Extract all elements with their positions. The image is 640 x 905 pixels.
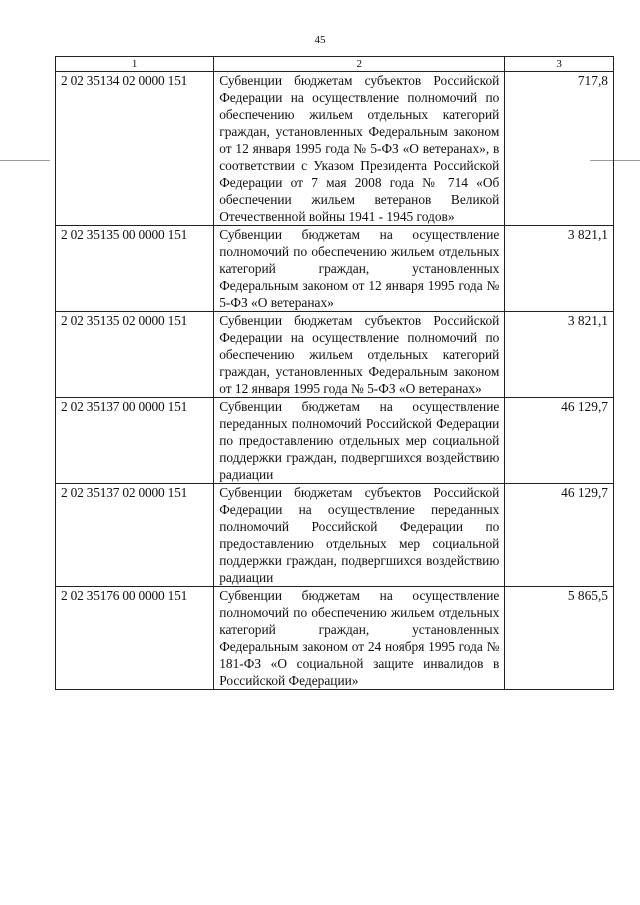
table-row xyxy=(56,72,614,226)
table-row xyxy=(56,484,614,587)
header-row xyxy=(56,57,614,72)
table-row xyxy=(56,587,614,690)
budget-code: 2 02 35137 00 0000 151 xyxy=(56,398,214,484)
budget-code: 2 02 35135 02 0000 151 xyxy=(56,312,214,398)
budget-item-name: Субвенции бюджетам субъектов Российской Федерации на осуществление переданных полномочий Российской Федерации по предоставлению отдельных мер социальной поддержки граждан, подвергшихся воздействию радиации xyxy=(214,484,505,587)
budget-amount: 717,8 xyxy=(505,72,614,226)
budget-amount: 3 821,1 xyxy=(505,312,614,398)
budget-item-name: Субвенции бюджетам на осуществление полномочий по обеспечению жильем отдельных категорий граждан, установленных Федеральным законом от 24 ноября 1995 года № 181-ФЗ «О социальной защите инвалидов в Российской Федерации» xyxy=(214,587,505,690)
budget-code: 2 02 35134 02 0000 151 xyxy=(56,72,214,226)
table-row xyxy=(56,226,614,312)
scan-artifact-line-left xyxy=(0,160,50,161)
budget-amount: 46 129,7 xyxy=(505,484,614,587)
budget-item-name: Субвенции бюджетам субъектов Российской Федерации на осуществление полномочий по обеспечению жильем отдельных категорий граждан, установленных Федеральным законом от 12 января 1995 года № 5-ФЗ «О ветеранах» xyxy=(214,312,505,398)
header-col-name: 2 xyxy=(214,57,505,72)
table-row xyxy=(56,312,614,398)
header-col-code: 1 xyxy=(56,57,214,72)
budget-amount: 5 865,5 xyxy=(505,587,614,690)
budget-code: 2 02 35135 00 0000 151 xyxy=(56,226,214,312)
header-col-sum: 3 xyxy=(505,57,614,72)
budget-amount: 46 129,7 xyxy=(505,398,614,484)
table-row xyxy=(56,398,614,484)
page-number: 45 xyxy=(314,34,326,46)
budget-item-name: Субвенции бюджетам на осуществление полномочий по обеспечению жильем отдельных категорий граждан, установленных Федеральным законом от 12 января 1995 года № 5-ФЗ «О ветеранах» xyxy=(214,226,505,312)
budget-amount: 3 821,1 xyxy=(505,226,614,312)
budget-item-name: Субвенции бюджетам на осуществление переданных полномочий Российской Федерации по предоставлению отдельных мер социальной поддержки граждан, подвергшихся воздействию радиации xyxy=(214,398,505,484)
budget-code: 2 02 35176 00 0000 151 xyxy=(56,587,214,690)
budget-table xyxy=(55,56,614,690)
budget-item-name: Субвенции бюджетам субъектов Российской Федерации на осуществление полномочий по обеспечению жильем отдельных категорий граждан, установленных Федеральным законом от 12 января 1995 года № 5-ФЗ «О ветеранах», в соответствии с Указом Президента Российской Федерации от 7 мая 2008 года № 714 «Об обеспечении жильем ветеранов Великой Отечественной войны 1941 - 1945 годов» xyxy=(214,72,505,226)
budget-code: 2 02 35137 02 0000 151 xyxy=(56,484,214,587)
